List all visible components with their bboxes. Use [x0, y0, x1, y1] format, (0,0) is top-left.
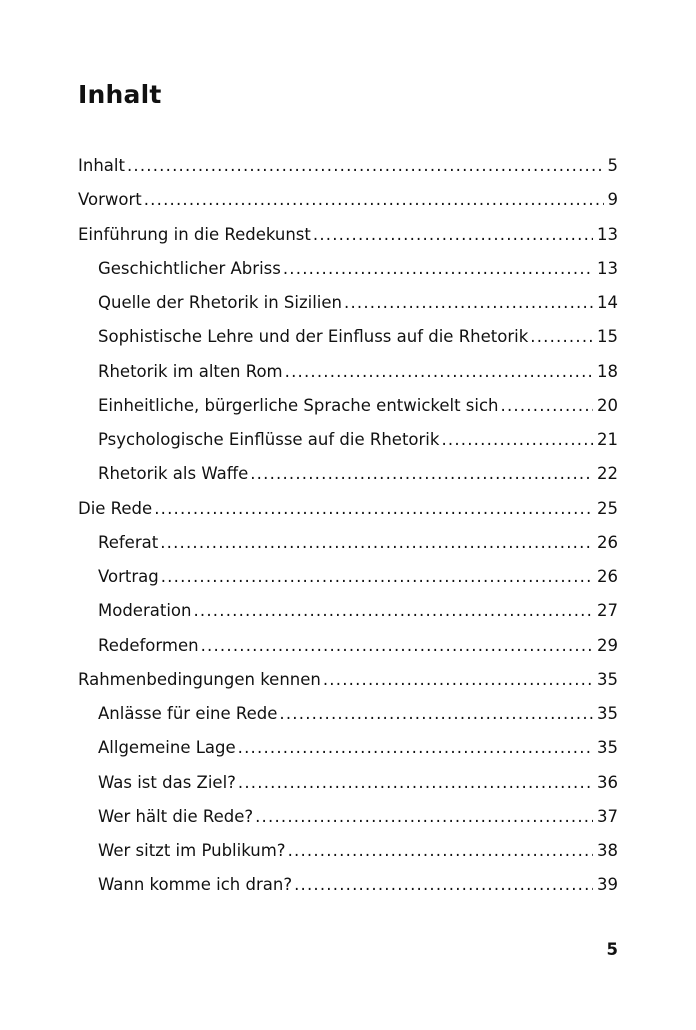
page-number: 5: [606, 940, 618, 959]
toc-entry-page: 29: [597, 635, 618, 655]
toc-entry-page: 13: [597, 224, 618, 244]
toc-entry-page: 18: [597, 361, 618, 381]
toc-entry-page: 35: [597, 738, 618, 758]
toc-entry-title: Wer hält die Rede?: [98, 806, 254, 826]
toc-dot-leader: [160, 526, 593, 560]
toc-dot-leader: [530, 320, 593, 354]
toc-entry-page: 37: [597, 806, 618, 826]
toc-entry-title: Wer sitzt im Publikum?: [98, 841, 286, 860]
toc-entry-title: Rhetorik als Waffe: [98, 464, 249, 484]
toc-entry-page: 38: [597, 841, 618, 860]
toc-dot-leader: [285, 355, 593, 389]
toc-entry: [78, 457, 618, 491]
toc-dot-leader: [323, 663, 593, 697]
toc-entry-title: Redeformen: [98, 635, 199, 655]
toc-entry: [78, 389, 618, 423]
toc-entry-page: 35: [597, 704, 618, 723]
toc-dot-leader: [279, 697, 593, 731]
toc-dot-leader: [288, 834, 593, 868]
toc-entry-title: Moderation: [98, 601, 192, 621]
toc-entry: [78, 252, 618, 286]
toc-entry-page: 26: [597, 567, 618, 586]
toc-entry: [78, 355, 618, 389]
toc-entry-title: Vorwort: [78, 190, 142, 210]
toc-entry: [78, 800, 618, 834]
toc-entry: [78, 868, 618, 902]
toc-entry-page: 36: [597, 772, 618, 792]
toc-entry: [78, 492, 618, 526]
toc-dot-leader: [294, 868, 593, 902]
page-title: Inhalt: [78, 80, 162, 109]
toc-entry: [78, 697, 618, 731]
toc-entry: [78, 560, 618, 594]
toc-entry-page: 22: [597, 464, 618, 484]
toc-entry-page: 9: [607, 190, 618, 210]
toc-entry-page: 13: [597, 258, 618, 278]
toc-dot-leader: [313, 218, 593, 252]
toc-entry-title: Anlässe für eine Rede: [98, 704, 278, 723]
toc-entry-title: Geschichtlicher Abriss: [98, 258, 281, 278]
toc-entry-title: Referat: [98, 532, 159, 552]
toc-entry: [78, 594, 618, 628]
toc-entry-page: 25: [597, 498, 618, 518]
toc-entry: [78, 320, 618, 354]
toc-entry-title: Die Rede: [78, 498, 153, 518]
toc-entry-page: 21: [597, 430, 618, 449]
toc-entry-title: Quelle der Rhetorik in Sizilien: [98, 293, 342, 312]
toc-entry: [78, 731, 618, 765]
toc-entry-title: Psychologische Einflüsse auf die Rhetorik: [98, 430, 440, 449]
toc-entry-title: Rhetorik im alten Rom: [98, 361, 283, 381]
toc-dot-leader: [238, 766, 593, 800]
toc-entry: [78, 286, 618, 320]
toc-entry: [78, 766, 618, 800]
toc-entry-title: Wann komme ich dran?: [98, 875, 293, 895]
toc-entry: [78, 423, 618, 457]
toc-dot-leader: [344, 286, 593, 320]
toc-dot-leader: [283, 252, 593, 286]
toc-entry: [78, 183, 618, 217]
toc-entry-page: 26: [597, 532, 618, 552]
toc-entry: [78, 218, 618, 252]
toc-entry-page: 27: [597, 601, 618, 621]
toc-entry: [78, 629, 618, 663]
toc-entry-title: Vortrag: [98, 567, 159, 586]
toc-dot-leader: [144, 183, 604, 217]
toc-entry-page: 14: [597, 293, 618, 312]
toc-entry-page: 15: [597, 327, 618, 347]
toc-dot-leader: [250, 457, 593, 491]
toc-entry-page: 39: [597, 875, 618, 895]
toc-entry: [78, 834, 618, 868]
toc-dot-leader: [255, 800, 593, 834]
toc-entry-title: Einführung in die Redekunst: [78, 224, 311, 244]
toc-entry-page: 5: [607, 156, 618, 175]
toc-entry: [78, 663, 618, 697]
toc-entry-title: Was ist das Ziel?: [98, 772, 236, 792]
toc-entry-title: Allgemeine Lage: [98, 738, 236, 758]
toc-entry-title: Einheitliche, bürgerliche Sprache entwickelt sich: [98, 395, 499, 415]
toc-dot-leader: [193, 594, 593, 628]
toc-entry: [78, 149, 618, 183]
toc-entry-title: Rahmenbedingungen kennen: [78, 669, 321, 689]
toc-entry-page: 35: [597, 669, 618, 689]
toc-entry-page: 20: [597, 395, 618, 415]
toc-dot-leader: [127, 149, 604, 183]
toc-dot-leader: [161, 560, 593, 594]
toc-dot-leader: [441, 423, 593, 457]
table-of-contents: [78, 149, 618, 903]
toc-dot-leader: [201, 629, 593, 663]
toc-entry-title: Inhalt: [78, 156, 125, 175]
toc-dot-leader: [154, 492, 593, 526]
toc-entry-title: Sophistische Lehre und der Einfluss auf die Rhetorik: [98, 327, 529, 347]
toc-dot-leader: [501, 389, 593, 423]
toc-dot-leader: [238, 731, 593, 765]
toc-entry: [78, 526, 618, 560]
